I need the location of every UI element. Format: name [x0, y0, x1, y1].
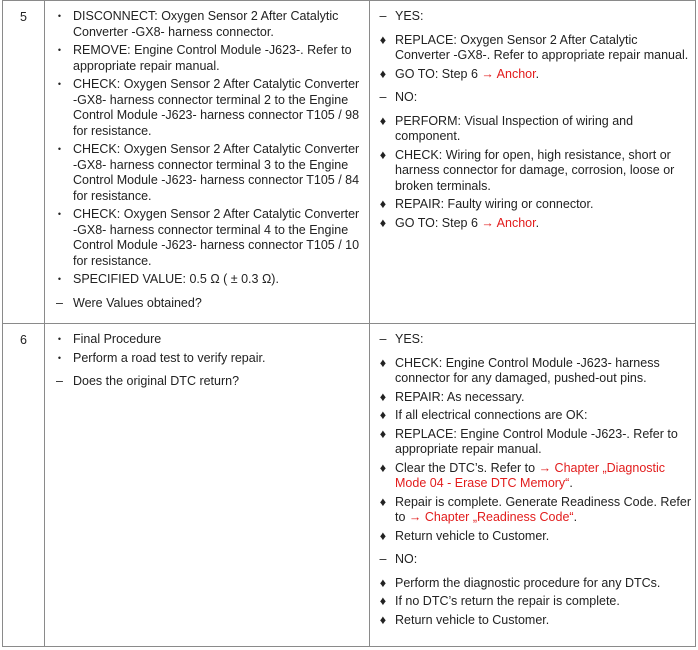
- test-action-cell-content: [45, 1, 369, 318]
- diamond-bullet-icon: ♦: [379, 197, 387, 211]
- result-cell: [370, 1, 696, 324]
- bullet-item: [45, 9, 369, 40]
- dash-marker-icon: –: [379, 552, 387, 566]
- diamond-bullet-icon: ♦: [379, 594, 387, 608]
- item-text: Return vehicle to Customer.: [395, 528, 550, 543]
- test-action-cell: [45, 1, 370, 324]
- bullet-icon: •: [57, 334, 62, 344]
- item-text: Return vehicle to Customer.: [395, 612, 550, 627]
- question-line: [45, 296, 369, 312]
- item-text: Were Values obtained?: [73, 295, 202, 310]
- diamond-bullet-icon: ♦: [379, 575, 387, 590]
- item-text: DISCONNECT: Oxygen Sensor 2 After Catalytic Converter -GX8- harness connector.: [73, 9, 339, 39]
- bullet-item: [370, 427, 695, 458]
- item-text: GO TO: Step 6 → Anchor.: [395, 66, 540, 81]
- bullet-item: [370, 594, 695, 610]
- result-cell-content: [370, 324, 695, 635]
- bullet-icon: •: [57, 45, 62, 55]
- bullet-item: [45, 43, 369, 74]
- reference-link[interactable]: → Anchor: [481, 66, 536, 81]
- bullet-item: [370, 197, 695, 213]
- bullet-item: [45, 351, 369, 367]
- diamond-bullet-icon: ♦: [379, 113, 387, 128]
- item-text: If all electrical connections are OK:: [395, 408, 588, 422]
- test-action-cell: [45, 324, 370, 647]
- item-text: GO TO: Step 6 → Anchor.: [395, 215, 540, 230]
- step-number: 5: [20, 10, 27, 24]
- diamond-bullet-icon: ♦: [379, 528, 387, 543]
- item-text: Perform a road test to verify repair.: [73, 350, 266, 365]
- bullet-icon: •: [57, 79, 62, 89]
- dash-marker-icon: –: [379, 9, 387, 23]
- bullet-item: [370, 495, 695, 526]
- item-text: Does the original DTC return?: [73, 374, 240, 388]
- item-text: CHECK: Oxygen Sensor 2 After Catalytic Converter -GX8- harness connector terminal 4 to the Engine Control Module -J623- harness connector T105 / 10 for resistance.: [73, 207, 360, 268]
- result-cell-content: [370, 1, 695, 238]
- bullet-icon: •: [57, 11, 62, 21]
- question-line: [45, 374, 369, 390]
- diamond-bullet-icon: ♦: [379, 389, 387, 404]
- step-number-cell: [3, 324, 45, 647]
- bullet-icon: •: [57, 352, 62, 363]
- item-text: CHECK: Wiring for open, high resistance, short or harness connector for damage, corrosion, loose or broken terminals.: [395, 147, 675, 193]
- bullet-item: [370, 148, 695, 195]
- item-text: REMOVE: Engine Control Module -J623-. Refer to appropriate repair manual.: [73, 43, 352, 73]
- diamond-bullet-icon: ♦: [379, 408, 387, 422]
- bullet-item: [370, 613, 695, 629]
- dash-marker-icon: –: [379, 90, 387, 104]
- bullet-item: [370, 216, 695, 232]
- question-line: [370, 90, 695, 106]
- item-text: If no DTC’s return the repair is complete.: [395, 594, 620, 608]
- step-number: 6: [20, 333, 27, 347]
- diamond-bullet-icon: ♦: [379, 426, 387, 441]
- bullet-item: [370, 529, 695, 545]
- item-text: CHECK: Engine Control Module -J623- harness connector for any damaged, pushed-out pins.: [395, 355, 660, 385]
- bullet-item: [370, 114, 695, 145]
- item-text: YES:: [395, 332, 424, 346]
- item-text: REPAIR: Faulty wiring or connector.: [395, 197, 594, 211]
- step-row: [3, 324, 696, 647]
- item-text: Final Procedure: [73, 332, 162, 346]
- question-line: [370, 9, 695, 25]
- item-text: REPLACE: Oxygen Sensor 2 After Catalytic Converter -GX8-. Refer to appropriate repair manual.: [395, 32, 689, 62]
- item-text: REPLACE: Engine Control Module -J623-. Refer to appropriate repair manual.: [395, 426, 678, 456]
- diagnostic-procedure-table: [2, 0, 696, 647]
- diamond-bullet-icon: ♦: [379, 147, 387, 162]
- dash-marker-icon: –: [56, 295, 63, 310]
- bullet-item: [45, 207, 369, 269]
- bullet-item: [370, 67, 695, 83]
- bullet-item: [370, 576, 695, 592]
- reference-link[interactable]: → Chapter „Readiness Code“: [408, 510, 574, 524]
- item-text: REPAIR: As necessary.: [395, 389, 525, 404]
- diamond-bullet-icon: ♦: [379, 32, 387, 47]
- dash-marker-icon: –: [379, 332, 387, 346]
- question-line: [370, 552, 695, 568]
- item-text: Clear the DTC’s. Refer to → Chapter „Diagnostic Mode 04 - Erase DTC Memory“.: [395, 460, 666, 490]
- bullet-item: [45, 142, 369, 204]
- bullet-icon: •: [57, 274, 62, 284]
- result-cell: [370, 324, 696, 647]
- diamond-bullet-icon: ♦: [379, 215, 387, 230]
- bullet-item: [370, 390, 695, 406]
- bullet-icon: •: [57, 209, 62, 219]
- dash-marker-icon: –: [56, 374, 63, 388]
- bullet-item: [45, 332, 369, 348]
- item-text: Repair is complete. Generate Readiness Code. Refer to → Chapter „Readiness Code“.: [395, 494, 691, 524]
- bullet-icon: •: [57, 144, 62, 154]
- item-text: SPECIFIED VALUE: 0.5 Ω ( ± 0.3 Ω).: [73, 272, 279, 286]
- diamond-bullet-icon: ♦: [379, 355, 387, 370]
- diamond-bullet-icon: ♦: [379, 460, 387, 475]
- diamond-bullet-icon: ♦: [379, 66, 387, 81]
- bullet-item: [370, 408, 695, 424]
- bullet-item: [45, 272, 369, 288]
- reference-link[interactable]: → Chapter „Diagnostic Mode 04 - Erase DTC Memory“: [395, 460, 666, 490]
- diamond-bullet-icon: ♦: [379, 494, 387, 509]
- step-number-cell: [3, 1, 45, 324]
- bullet-item: [370, 33, 695, 64]
- item-text: YES:: [395, 9, 424, 23]
- question-line: [370, 332, 695, 348]
- bullet-item: [370, 461, 695, 492]
- test-action-cell-content: [45, 324, 369, 397]
- reference-link[interactable]: → Anchor: [481, 215, 536, 230]
- step-row: [3, 1, 696, 324]
- item-text: PERFORM: Visual Inspection of wiring and component.: [395, 113, 634, 143]
- bullet-item: [370, 356, 695, 387]
- item-text: NO:: [395, 552, 418, 566]
- item-text: NO:: [395, 90, 418, 104]
- bullet-item: [45, 77, 369, 139]
- diamond-bullet-icon: ♦: [379, 612, 387, 627]
- item-text: CHECK: Oxygen Sensor 2 After Catalytic Converter -GX8- harness connector terminal 2 to the Engine Control Module -J623- harness connector T105 / 98 for resistance.: [73, 77, 360, 138]
- item-text: Perform the diagnostic procedure for any DTCs.: [395, 575, 661, 590]
- item-text: CHECK: Oxygen Sensor 2 After Catalytic Converter -GX8- harness connector terminal 3 to the Engine Control Module -J623- harness connector T105 / 84 for resistance.: [73, 142, 360, 203]
